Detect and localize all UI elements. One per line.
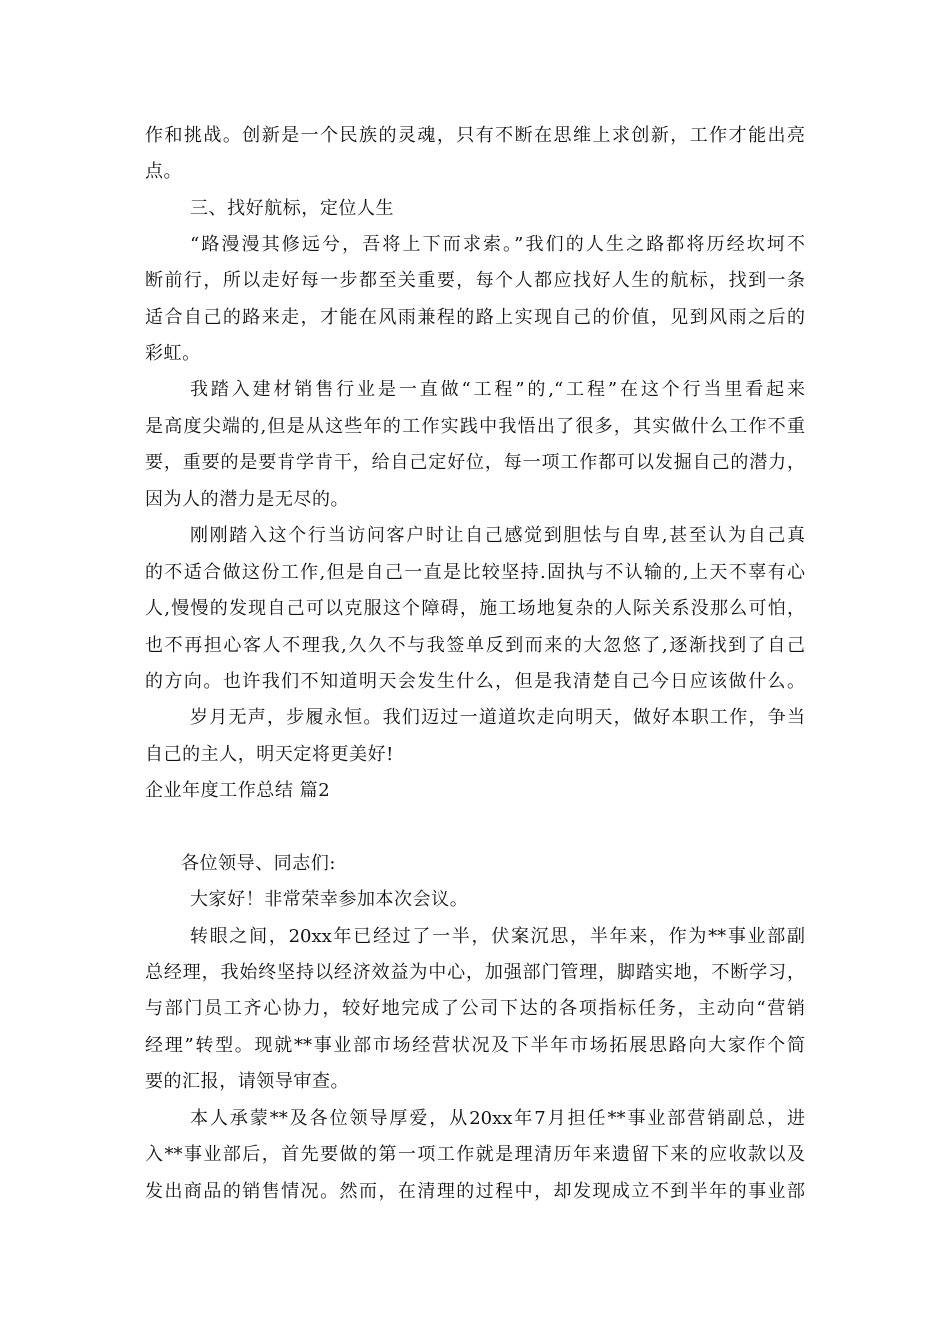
paragraph-line: 的方向。也许我们不知道明天会发生什么，但是我清楚自己今日应该做什么。 (145, 671, 805, 692)
paragraph-line: 经理”转型。现就**事业部市场经营状况及下半年市场拓展思路向大家作个简 (145, 1035, 805, 1056)
paragraph-line: 适合自己的路来走，才能在风雨兼程的路上实现自己的价值，见到风雨之后的 (145, 307, 805, 328)
paragraph-line: 作和挑战。创新是一个民族的灵魂，只有不断在思维上求创新，工作才能出亮 (145, 125, 805, 146)
paragraph-line: 也不再担心客人不理我,久久不与我签单反到而来的大忽悠了,逐渐找到了自己 (145, 635, 805, 656)
paragraph-line: 自己的主人，明天定将更美好! (145, 744, 394, 765)
section-title: 企业年度工作总结 篇2 (145, 780, 331, 801)
paragraph-line: 总经理，我始终坚持以经济效益为中心，加强部门管理，脚踏实地，不断学习， (145, 962, 805, 983)
paragraph-line: 转眼之间，20xx年已经过了一半，伏案沉思，半年来，作为**事业部副 (190, 926, 805, 947)
section-heading: 三、找好航标，定位人生 (190, 198, 395, 219)
paragraph-line: 刚刚踏入这个行当访问客户时让自己感觉到胆怯与自卑,甚至认为自己真 (190, 525, 805, 546)
paragraph-line: 与部门员工齐心协力，较好地完成了公司下达的各项指标任务，主动向“营销 (145, 998, 805, 1019)
paragraph-line: 的不适合做这份工作,但是自己一直是比较坚持.固执与不认输的,上天不辜有心 (145, 562, 805, 583)
paragraph-line: 点。 (145, 161, 183, 182)
paragraph-line: 是高度尖端的,但是从这些年的工作实践中我悟出了很多，其实做什么工作不重 (145, 416, 805, 437)
paragraph-line: 因为人的潜力是无尽的。 (145, 489, 350, 510)
paragraph-line: 彩虹。 (145, 343, 201, 364)
paragraph-line: “路漫漫其修远兮，吾将上下而求索。”我们的人生之路都将历经坎坷不 (190, 234, 805, 255)
greeting: 大家好！非常荣幸参加本次会议。 (190, 889, 469, 910)
paragraph-line: 要，重要的是要肯学肯干，给自己定好位，每一项工作都可以发掘自己的潜力， (145, 452, 805, 473)
paragraph-line: 要的汇报，请领导审查。 (145, 1071, 350, 1092)
paragraph-line: 发出商品的销售情况。然而，在清理的过程中，却发现成立不到半年的事业部 (145, 1181, 805, 1202)
paragraph-line: 岁月无声，步履永恒。我们迈过一道道坎走向明天，做好本职工作，争当 (190, 707, 805, 728)
paragraph-line: 本人承蒙**及各位领导厚爱，从20xx年7月担任**事业部营销副总，进 (190, 1108, 805, 1129)
paragraph-line: 断前行，所以走好每一步都至关重要，每个人都应找好人生的航标，找到一条 (145, 270, 805, 291)
paragraph-line: 人,慢慢的发现自己可以克服这个障碍，施工场地复杂的人际关系没那么可怕， (145, 598, 805, 619)
salutation: 各位领导、同志们: (181, 853, 337, 874)
paragraph-line: 我踏入建材销售行业是一直做“工程”的,“工程”在这个行当里看起来 (190, 379, 805, 400)
paragraph-line: 入**事业部后，首先要做的第一项工作就是理清历年来遗留下来的应收款以及 (145, 1144, 805, 1165)
